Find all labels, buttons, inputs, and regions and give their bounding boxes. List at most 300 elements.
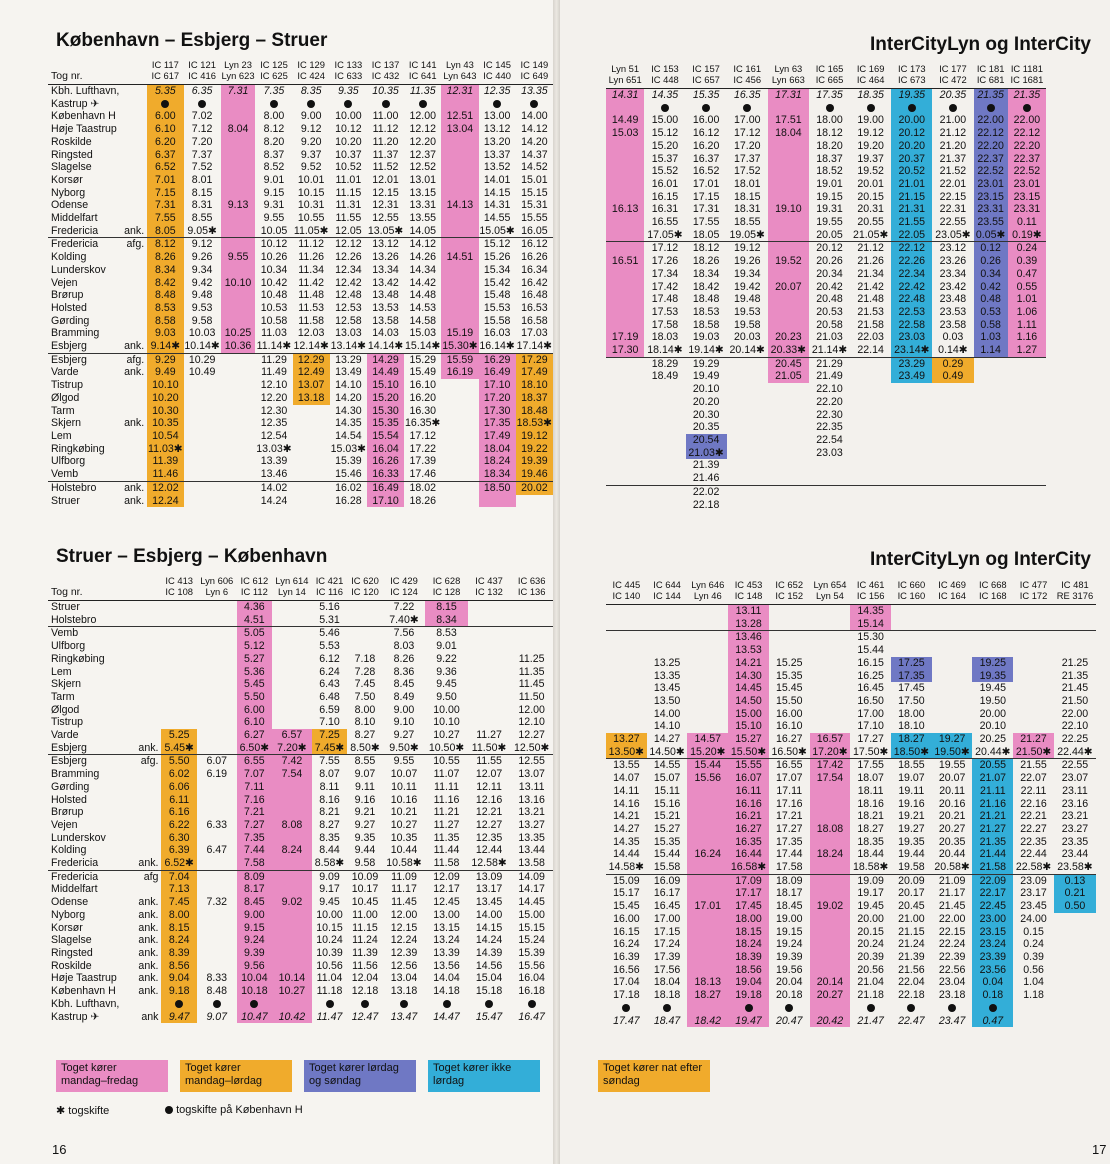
departure-time: 12.42 [335, 276, 362, 289]
departure-time [932, 447, 973, 460]
departure-time [1008, 434, 1046, 447]
departure-time: 12.09 [425, 870, 468, 883]
departure-time [1054, 631, 1096, 644]
departure-time: 12.07 [475, 768, 503, 781]
departure-time: 10.10 [221, 277, 256, 290]
departure-time: 4.36 [237, 601, 272, 614]
departure-time: 17.27 [775, 822, 803, 835]
departure-time: 14.55 [647, 759, 688, 772]
departure-time: 1.14 [974, 344, 1008, 357]
departure-time [606, 102, 644, 115]
departure-time: 11.55 [468, 755, 511, 768]
departure-time: 8.42 [147, 277, 183, 290]
departure-time: 6.20 [147, 136, 183, 149]
departure-time: 18.58✱ [852, 861, 889, 874]
departure-time: 18.27 [891, 733, 932, 746]
departure-time: 15.03 [606, 127, 644, 140]
departure-time: 11.18 [316, 985, 343, 998]
timetable-row [606, 631, 1096, 644]
departure-time: 9.00 [393, 703, 415, 716]
departure-time: 16.16 [728, 798, 769, 811]
timetable-row [606, 989, 1096, 1002]
departure-time [644, 459, 685, 472]
departure-time [221, 302, 256, 315]
departure-time: 21.49 [816, 370, 843, 383]
timetable-row [606, 976, 1096, 989]
timetable-row [606, 485, 1046, 498]
departure-time: 0.04 [972, 976, 1013, 989]
departure-time: 14.12 [521, 123, 548, 136]
departure-time: 18.21 [857, 810, 884, 823]
departure-time: 11.35 [409, 85, 436, 97]
departure-time: 19.52 [768, 255, 809, 268]
departure-time: 15.00 [518, 908, 545, 921]
departure-time: 18.53✱ [516, 417, 553, 430]
departure-time [441, 430, 478, 443]
departure-time: 13.35 [518, 831, 545, 844]
departure-time [768, 178, 809, 191]
departure-time: 22.00 [1008, 114, 1046, 127]
departure-time [1054, 605, 1096, 618]
departure-time: 15.00 [651, 114, 679, 127]
departure-time: 20.35 [692, 421, 720, 434]
timetable-row [48, 251, 553, 264]
departure-time [221, 187, 256, 200]
departure-time: 14.31 [483, 199, 511, 212]
departure-time: 7.56 [383, 627, 426, 640]
departure-time: 0.13 [1054, 874, 1096, 887]
departure-time: 19.10 [768, 203, 809, 216]
timetable-row [48, 844, 553, 857]
departure-time: 11.45 [391, 896, 417, 909]
station-name: Lem [51, 429, 72, 442]
departure-time: 9.05✱ [187, 224, 217, 237]
departure-time [891, 618, 932, 631]
departure-time [272, 678, 312, 691]
departure-time: 8.17 [237, 883, 272, 896]
departure-time: 13.46 [728, 631, 769, 644]
departure-time: 18.13 [687, 976, 728, 989]
station-name: Tistrup [51, 379, 83, 392]
departure-time: 16.25 [857, 669, 884, 682]
departure-time: 18.16 [857, 797, 884, 810]
departure-time [272, 704, 312, 717]
departure-time [687, 720, 728, 733]
departure-time: 22.24 [938, 938, 966, 951]
departure-time: 21.15 [898, 925, 925, 938]
timetable-row [48, 934, 553, 947]
departure-time [441, 264, 478, 277]
timetable-row [606, 89, 1046, 102]
station-name: Esbjerg [51, 741, 87, 754]
departure-time: 16.04 [518, 972, 545, 985]
departure-time [1013, 605, 1054, 618]
departure-time: 15.20 [651, 139, 679, 152]
departure-time: 19.35 [972, 670, 1013, 683]
departure-time: 11.44 [433, 844, 460, 857]
timetable-row [48, 417, 553, 430]
departure-time: 12.16 [475, 793, 503, 806]
departure-time: 21.50✱ [1013, 746, 1054, 759]
departure-time [197, 678, 237, 691]
departure-time [221, 353, 256, 366]
departure-time: 14.35 [335, 417, 362, 430]
departure-time: 23.11 [1062, 784, 1088, 797]
departure-time [606, 370, 644, 383]
arrival-departure-marker [123, 136, 147, 149]
departure-time [644, 472, 685, 485]
train-number-header: IC 620 IC 120 [347, 576, 382, 601]
departure-time: 10.09 [347, 870, 382, 883]
departure-time: 9.29 [147, 353, 183, 366]
departure-time: 22.35 [1020, 835, 1047, 848]
station-name: Ulfborg [51, 640, 86, 653]
departure-time: 12.53 [335, 301, 362, 314]
departure-time [441, 481, 478, 494]
station-name: Tarm [51, 404, 75, 417]
departure-time [468, 640, 511, 653]
departure-time: 23.45 [1020, 900, 1047, 913]
departure-time: 20.00 [891, 114, 932, 127]
departure-time: 16.20 [409, 391, 436, 404]
departure-time: 14.54 [335, 429, 362, 442]
dot-icon [907, 1004, 915, 1012]
departure-time [687, 785, 728, 798]
departure-time: 6.57 [272, 729, 312, 742]
station-name: Bramming [51, 768, 100, 781]
station-name: Ringkøbing [51, 652, 105, 665]
departure-time [441, 136, 478, 149]
departure-time: 14.50✱ [649, 745, 685, 758]
departure-time: 21.26 [857, 255, 884, 268]
departure-time [606, 720, 647, 733]
departure-time: 8.08 [272, 819, 312, 832]
departure-time: 21.04 [857, 976, 884, 989]
departure-time: 17.50 [898, 694, 925, 707]
departure-time [606, 605, 647, 618]
departure-time: 14.14✱ [367, 340, 404, 353]
departure-time [768, 165, 809, 178]
departure-time [810, 798, 851, 811]
departure-time: 13.03 [335, 327, 362, 340]
departure-time: 14.34 [409, 263, 436, 276]
departure-time: 9.18 [161, 985, 196, 998]
departure-time: 21.11 [972, 785, 1013, 798]
departure-time [221, 455, 256, 468]
arrival-departure-marker [123, 379, 147, 392]
departure-time: 10.37 [335, 148, 362, 161]
departure-time: 13.11 [518, 780, 545, 793]
departure-time: 8.15 [425, 601, 468, 614]
arrival-departure-marker [123, 110, 147, 123]
train-number-header: IC 129 IC 424 [293, 60, 330, 85]
departure-time [184, 417, 221, 430]
departure-time: 18.52 [816, 165, 843, 178]
departure-time: 23.05✱ [935, 228, 971, 241]
train-number-header: Lyn 23 Lyn 623 [221, 60, 256, 85]
departure-time: 11.27 [476, 729, 502, 742]
departure-time: 15.30✱ [442, 340, 478, 353]
departure-time: 10.05 [260, 224, 288, 237]
arrival-departure-marker [134, 653, 162, 666]
departure-time: 10.10 [147, 379, 183, 392]
departure-time: 13.58 [518, 857, 545, 870]
departure-time [932, 459, 973, 472]
departure-time: 23.01 [974, 178, 1008, 191]
departure-time [221, 98, 256, 111]
departure-time: 22.27 [1020, 822, 1047, 835]
departure-time: 16.27 [775, 733, 803, 746]
departure-time: 22.00 [1061, 707, 1089, 720]
timetable-row [606, 874, 1096, 887]
departure-time [1013, 670, 1054, 683]
departure-time [769, 605, 810, 618]
departure-time [850, 485, 891, 498]
departure-time: 14.20 [335, 391, 362, 404]
departure-time: 19.22 [516, 443, 553, 456]
departure-time: 15.18 [475, 985, 503, 998]
timetable-row [606, 605, 1096, 618]
departure-time: 21.14✱ [811, 344, 848, 357]
departure-time: 24.00 [1020, 912, 1047, 925]
departure-time: 15.31 [521, 199, 548, 212]
departure-time [687, 644, 728, 657]
departure-time: 9.35 [338, 85, 359, 97]
departure-time: 23.07 [1061, 772, 1089, 785]
departure-time [468, 666, 511, 679]
departure-time [687, 938, 728, 951]
departure-time: 10.49 [188, 366, 216, 379]
train-number-header: IC 628 IC 128 [425, 576, 468, 601]
departure-time: 9.55 [383, 755, 426, 768]
departure-time: 22.03 [857, 331, 884, 344]
departure-time [606, 421, 644, 434]
departure-time [606, 447, 644, 460]
departure-time [768, 268, 809, 281]
departure-time: 15.50 [775, 694, 803, 707]
timetable-row [48, 315, 553, 328]
departure-time: 19.55 [932, 759, 973, 772]
departure-time [647, 618, 688, 631]
departure-time [768, 421, 809, 434]
departure-time [161, 614, 196, 627]
departure-time: 0.05✱ [974, 229, 1008, 242]
departure-time: 13.42 [372, 276, 399, 289]
departure-time: 17.20 [733, 139, 761, 152]
departure-time: 22.56 [938, 963, 966, 976]
arrival-departure-marker [134, 627, 162, 640]
departure-time: 8.55 [191, 212, 213, 225]
departure-time [891, 499, 932, 512]
departure-time: 0.58 [974, 319, 1008, 332]
arrival-departure-marker: ank. [138, 896, 159, 909]
departure-time [293, 98, 330, 111]
timetable-row [606, 733, 1096, 746]
departure-time: 22.55 [939, 216, 967, 229]
departure-time: 17.22 [409, 442, 436, 455]
departure-time: 22.21 [1020, 810, 1047, 823]
departure-time: 6.11 [161, 794, 196, 807]
departure-time [644, 409, 685, 422]
arrival-departure-marker [134, 806, 162, 819]
departure-time: 12.58✱ [471, 857, 507, 870]
departure-time: 11.00 [352, 908, 378, 921]
departure-time: 20.33✱ [768, 344, 809, 357]
departure-time: 0.26 [974, 255, 1008, 268]
departure-time: 8.12 [263, 123, 285, 136]
title-kbh-esbjerg-struer: København – Esbjerg – Struer [56, 30, 328, 51]
departure-time: 23.01 [1008, 178, 1046, 191]
departure-time: 21.25 [1061, 656, 1089, 669]
departure-time [1008, 472, 1046, 485]
departure-time [347, 640, 382, 653]
departure-time: 17.45 [898, 682, 925, 695]
departure-time: 23.48 [939, 293, 967, 306]
departure-time: 15.50✱ [728, 746, 769, 759]
departure-time [850, 409, 891, 422]
arrival-departure-marker [134, 781, 162, 794]
departure-time: 17.12 [644, 242, 685, 255]
departure-time: 12.04 [351, 972, 379, 985]
arrival-departure-marker: ank. [138, 959, 159, 972]
left-page [0, 0, 553, 1164]
timetable-row [48, 857, 553, 870]
station-name: Kbh. Lufthavn, [51, 85, 120, 97]
departure-time [221, 149, 256, 162]
departure-time: 12.20 [260, 391, 288, 404]
departure-time [606, 140, 644, 153]
departure-time: 15.00 [728, 708, 769, 721]
dot-icon [165, 1106, 173, 1114]
departure-time: 12.51 [441, 110, 478, 123]
departure-time [768, 434, 809, 447]
departure-time: 11.47 [316, 1010, 343, 1023]
departure-time: 17.42 [810, 759, 851, 772]
departure-time [1054, 618, 1096, 631]
departure-time: 23.09 [1013, 874, 1054, 887]
departure-time: 10.47 [237, 1011, 272, 1024]
departure-time: 19.12 [857, 127, 884, 140]
departure-time: 18.04 [479, 443, 516, 456]
departure-time [850, 447, 891, 460]
departure-time: 9.45 [319, 896, 340, 909]
departure-time: 9.00 [300, 110, 322, 123]
departure-time [769, 618, 810, 631]
timetable-row [48, 716, 553, 729]
departure-time [1054, 913, 1096, 926]
departure-time: 15.45 [775, 682, 803, 695]
timetable-row [606, 785, 1096, 798]
departure-time: 20.20 [692, 395, 720, 408]
departure-time: 13.07 [518, 768, 545, 781]
departure-time [272, 947, 312, 960]
departure-time: 9.55 [221, 251, 256, 264]
departure-time: 17.54 [810, 772, 851, 785]
departure-time: 17.00 [857, 707, 884, 720]
departure-time: 16.24 [687, 848, 728, 861]
departure-time [606, 657, 647, 670]
train-number-header: Lyn 614 Lyn 14 [272, 576, 312, 601]
departure-time: 7.45✱ [312, 742, 347, 755]
departure-time: 20.52 [891, 165, 932, 178]
departure-time [768, 102, 809, 115]
departure-time [221, 366, 256, 379]
departure-time: 23.56 [972, 964, 1013, 977]
arrival-departure-marker [123, 315, 147, 328]
departure-time: 16.53 [521, 301, 548, 314]
timetable-struer-kbh [48, 576, 553, 1023]
station-name: Fredericia [51, 224, 99, 237]
departure-time: 6.06 [161, 781, 196, 794]
timetable-row [606, 319, 1046, 332]
departure-time: 13.55 [606, 759, 647, 772]
timetable-row [606, 823, 1096, 836]
timetable-row [48, 704, 553, 717]
departure-time: 12.55 [372, 212, 399, 225]
timetable-row [48, 430, 553, 443]
departure-time: 18.00 [816, 114, 843, 127]
departure-time [197, 691, 237, 704]
departure-time: 9.15 [263, 186, 285, 199]
departure-time [932, 485, 973, 498]
departure-time [441, 98, 478, 111]
departure-time [687, 657, 728, 670]
departure-time [891, 644, 932, 657]
departure-time: 15.03✱ [330, 442, 367, 455]
departure-time [293, 468, 330, 481]
departure-time: 19.21 [898, 810, 925, 823]
departure-time: 9.35 [354, 831, 376, 844]
dot-icon [989, 1004, 997, 1012]
train-number-header: IC 125 IC 625 [255, 60, 292, 85]
departure-time: 11.50✱ [471, 741, 507, 754]
departure-time: 7.18 [354, 652, 376, 665]
train-number-header: IC 141 IC 641 [404, 60, 441, 85]
timetable-row [606, 165, 1046, 178]
departure-time [810, 720, 851, 733]
departure-time: 19.46 [516, 468, 553, 481]
departure-time: 13.47 [390, 1010, 418, 1023]
arrival-departure-marker [123, 149, 147, 162]
departure-time [768, 409, 809, 422]
departure-time [727, 370, 768, 383]
departure-time [974, 409, 1008, 422]
departure-time: 13.28 [728, 618, 769, 631]
departure-time: 15.58 [653, 861, 681, 874]
departure-time: 19.39 [775, 950, 803, 963]
train-number-header: IC 477 IC 172 [1013, 580, 1054, 605]
departure-time [768, 485, 809, 498]
departure-time [479, 98, 516, 111]
departure-time [1013, 1002, 1054, 1015]
timetable-row [48, 819, 553, 832]
departure-time: 15.14 [850, 618, 891, 631]
dot-icon [743, 104, 751, 112]
departure-time: 11.20 [372, 135, 399, 148]
departure-time: 14.35 [613, 835, 640, 848]
departure-time: 1.11 [1008, 319, 1046, 332]
departure-time: 18.14✱ [647, 344, 683, 357]
departure-time: 22.26 [891, 255, 932, 268]
togskifte-note-text: togskifte [68, 1105, 110, 1117]
departure-time [272, 627, 312, 640]
departure-time [606, 293, 644, 306]
station-name: Brørup [51, 289, 84, 302]
departure-time: 18.49 [651, 370, 679, 383]
timetable-row [48, 947, 553, 960]
departure-time [197, 883, 237, 896]
departure-time: 18.37 [516, 392, 553, 405]
